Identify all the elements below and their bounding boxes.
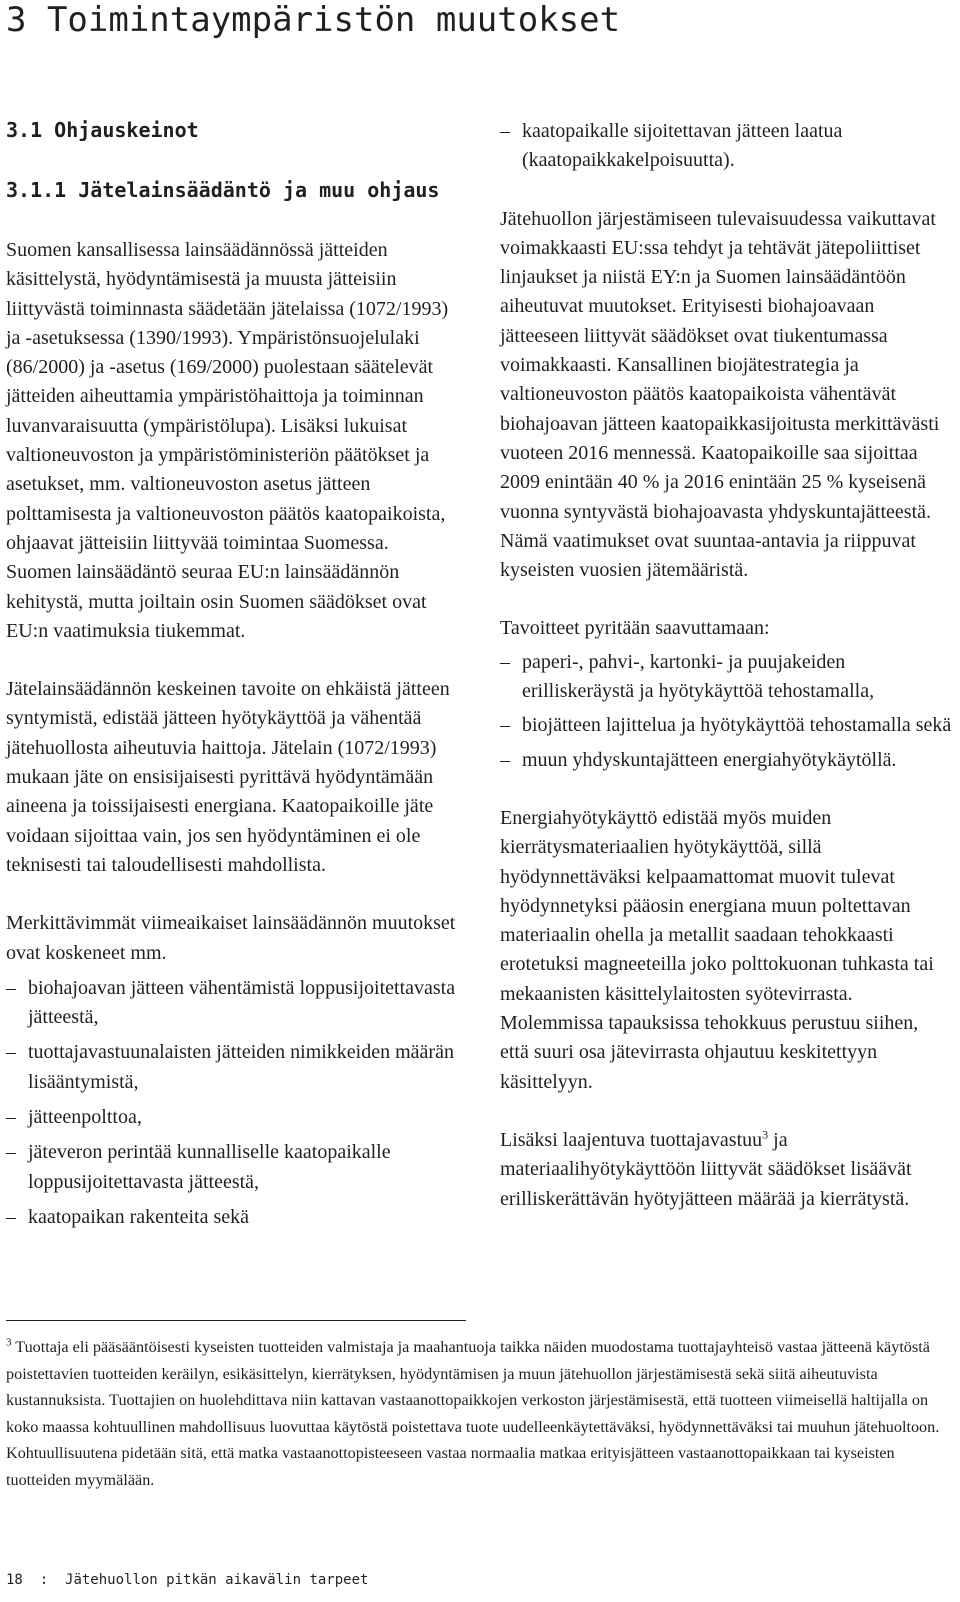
list-item: – biohajoavan jätteen vähentämistä loppusijoitettavasta jätteestä, <box>6 974 456 1033</box>
subsection-title: 3.1.1 Jätelainsäädäntö ja muu ohjaus <box>6 178 440 202</box>
footnote-marker: 3 <box>6 1336 12 1349</box>
footnote-text: Tuottaja eli pääsääntöisesti kyseisten tuotteiden valmistaja ja maahantuoja taikka näiden muodostama tuottajayhteisö vastaa jätteenä käytöstä poistettavien tuotteiden keräilyn, esikäsittelyn, kierrätyksen, hyödyntämisen ja muun jätehuollon järjestämisestä sekä siitä aiheutuvista kustannuksista. Tuottajien on huolehdittava niin kattavan vastaanottopaikkojen verkoston järjestämisestä, että tuotteen viimeisellä haltijalla on koko maassa kohtuullinen mahdollisuus luovuttaa käytöstä poistettava tuote uudelleenkäytettäväksi, hyödynnettäväksi tai muuhun jätehuoltoon. Kohtuullisuutena pidetään sitä, että matka vastaanottopisteeseen vastaa normaalia matkaa erityisjätteen vastaanottopaikkaan tai kyseisten tuotteiden myymälään. <box>6 1338 940 1489</box>
footnote <box>6 1334 946 1494</box>
paragraph-text: Lisäksi laajentuva tuottajavastuu <box>500 1128 763 1151</box>
paragraph: Tavoitteet pyritään saavuttamaan: <box>500 617 770 640</box>
right-column <box>500 117 952 1243</box>
paragraph: Suomen kansallisessa lainsäädännössä jätteiden käsittelystä, hyödyntämisestä ja muusta jätteisiin liittyvästä toiminnasta säädetään jätelaissa (1072/1993) ja -asetuksessa (1390/1993). Ympäristönsuojelulaki (86/2000) ja -asetus (169/2000) puolestaan säätelevät jätteiden aiheuttamia ympäristöhaittoja ja toiminnan luvanvaraisuutta (ympäristölupa). Lisäksi lukuisat valtioneuvoston ja ympäristöministeriön päätökset ja asetukset, mm. valtioneuvoston asetus jätteen polttamisesta ja valtioneuvoston päätös kaatopaikoista, ohjaavat jätteisiin liittyvää toimintaa Suomessa. Suomen lainsäädäntö seuraa EU:n lainsäädännön kehitystä, mutta joiltain osin Suomen säädökset ovat EU:n vaatimuksia tiukemmat. <box>6 239 449 642</box>
list-item: – kaatopaikalle sijoitettavan jätteen laatua (kaatopaikkakelpoisuutta). <box>500 117 952 176</box>
change-list-continued <box>500 117 952 176</box>
list-item: – tuottajavastuunalaisten jätteiden nimikkeiden määrän lisääntymistä, <box>6 1038 456 1097</box>
left-column <box>6 236 456 1238</box>
page-footer <box>6 1572 368 1588</box>
goals-list <box>500 648 952 775</box>
chapter-title: 3 Toimintaympäristön muutokset <box>6 0 621 40</box>
list-item: – biojätteen lajittelua ja hyötykäyttöä tehostamalla sekä <box>500 711 952 740</box>
page-number: 18 <box>6 1572 23 1588</box>
footnote-reference[interactable]: 3 <box>762 1127 769 1142</box>
publication-title: Jätehuollon pitkän aikavälin tarpeet <box>65 1572 369 1588</box>
list-item: – paperi-, pahvi-, kartonki- ja puujakeiden erilliskeräystä ja hyötykäyttöä tehostamalla, <box>500 648 952 707</box>
paragraph: Energiahyötykäyttö edistää myös muiden kierrätysmateriaalien hyötykäyttöä, sillä hyödynnettäväksi kelpaamattomat muovit tulevat hyödynnetyksi pääosin energiana muun poltettavan materiaalin ohella ja metallit saadaan tehokkaasti erotetuksi magneeteilla joko polttokuonan tuhkasta tai mekaanisten käsittelylaitosten syötevirrasta. Molemmissa tapauksissa tehokkuus perustuu siihen, että suuri osa jätevirrasta ohjautuu keskitettyyn käsittelyyn. <box>500 806 934 1093</box>
list-item: – jäteveron perintää kunnalliselle kaatopaikalle loppusijoitettavasta jätteestä, <box>6 1138 456 1197</box>
paragraph: Jätehuollon järjestämiseen tulevaisuudessa vaikuttavat voimakkaasti EU:ssa tehdyt ja tehtävät jätepoliittiset linjaukset ja niistä EY:n ja Suomen lainsäädäntöön aiheutuvat muutokset. Erityisesti biohajoavaan jätteeseen liittyvät säädökset ovat tiukentumassa voimakkaasti. Kansallinen biojätestrategia ja valtioneuvoston päätös kaatopaikoista vähentävät biohajoavan jätteen kaatopaikkasijoitusta merkittävästi vuoteen 2016 mennessä. Kaatopaikoille saa sijoittaa 2009 enintään 40 % ja 2016 enintään 25 % kyseisenä vuonna syntyvästä biohajoavasta yhdyskuntajätteestä. Nämä vaatimukset ovat suuntaa-antavia ja riippuvat kyseisten vuosien jätemääristä. <box>500 207 940 582</box>
paragraph: Jätelainsäädännön keskeinen tavoite on ehkäistä jätteen syntymistä, edistää jätteen hyötykäyttöä ja vähentää jätehuollosta aiheutuvia haittoja. Jätelain (1072/1993) mukaan jäte on ensisijaisesti pyrittävä hyödyntämään aineena ja toissijaisesti energiana. Kaatopaikoille jäte voidaan sijoittaa vain, jos sen hyödyntäminen ei ole teknisesti tai taloudellisesti mahdollista. <box>6 678 450 876</box>
list-item: – muun yhdyskuntajätteen energiahyötykäytöllä. <box>500 746 952 775</box>
footnote-divider <box>6 1320 466 1321</box>
paragraph-text: ja materiaalihyötykäyttöön liittyvät säädökset lisäävät erilliskerättävän hyötyjätteen määrää ja kierrätystä. <box>500 1128 912 1210</box>
list-item: – jätteenpolttoa, <box>6 1103 456 1132</box>
list-item: – kaatopaikan rakenteita sekä <box>6 1203 456 1232</box>
paragraph <box>500 1126 952 1214</box>
paragraph: Merkittävimmät viimeaikaiset lainsäädännön muutokset ovat koskeneet mm. <box>6 912 456 964</box>
section-title: 3.1 Ohjauskeinot <box>6 118 199 142</box>
footer-separator: : <box>39 1572 49 1588</box>
change-list <box>6 974 456 1232</box>
